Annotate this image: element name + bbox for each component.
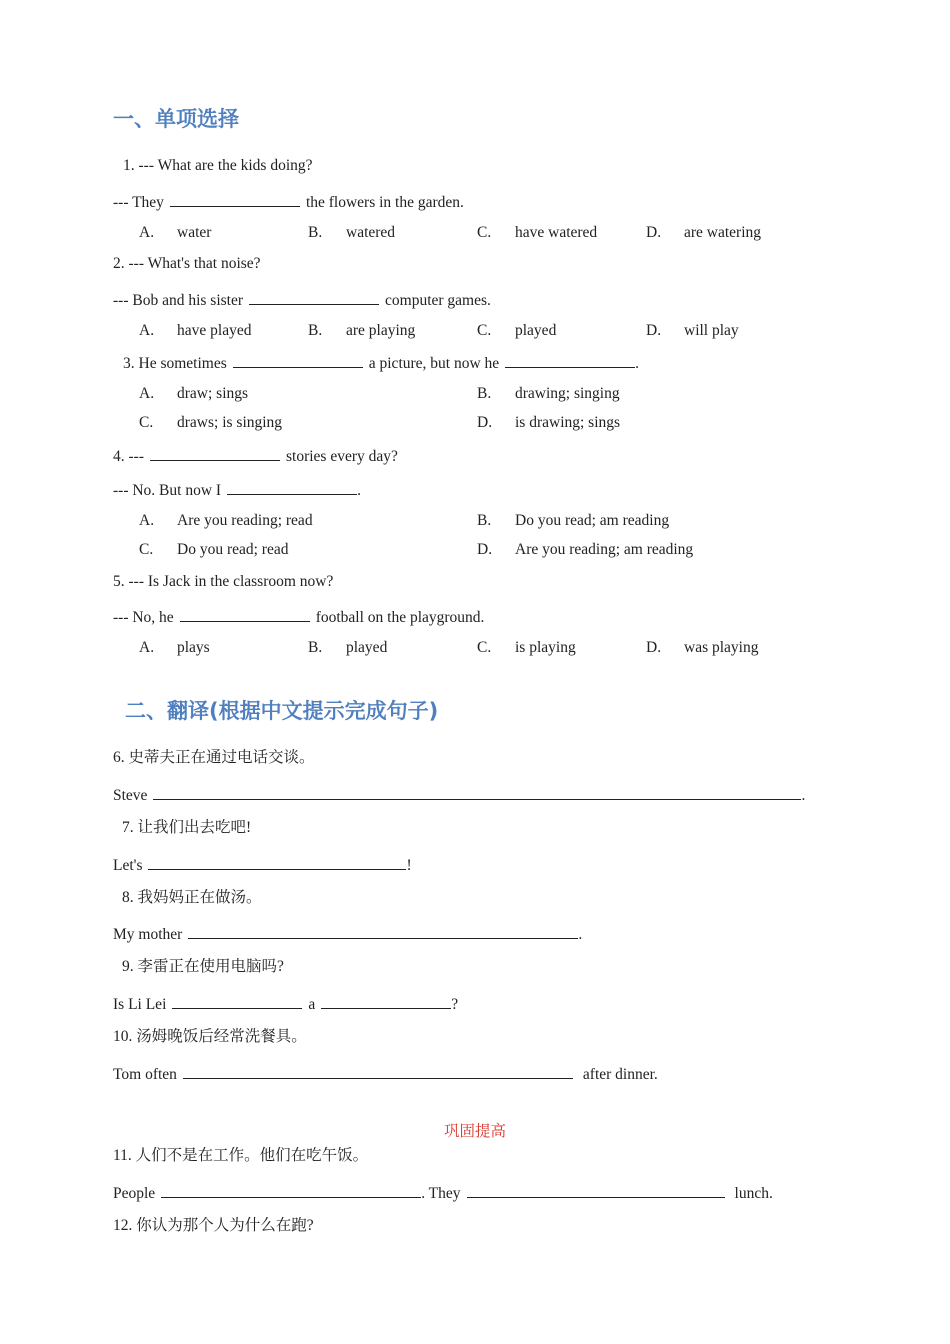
question-2-stem: 2. --- What's that noise?: [113, 255, 261, 272]
q9-text-b: a: [308, 996, 316, 1013]
q3-text-a: 3. He sometimes: [123, 355, 227, 372]
q3-option-c-text[interactable]: draws; is singing: [177, 414, 283, 431]
q5-text-a: --- No, he: [113, 609, 174, 626]
q2-text-b: computer games.: [385, 292, 491, 309]
q4-answer-blank-1[interactable]: [150, 445, 280, 461]
q2-text-a: --- Bob and his sister: [113, 292, 244, 309]
q2-option-b-text[interactable]: are playing: [346, 322, 416, 339]
q8-text-a: My mother: [113, 926, 183, 943]
q9-answer-blank-1[interactable]: [172, 993, 302, 1009]
q2-answer-blank[interactable]: [249, 289, 379, 305]
q3-text-b: a picture, but now he: [368, 355, 500, 372]
q1-option-c-letter[interactable]: C.: [477, 224, 492, 241]
q11-text-a: People: [113, 1185, 156, 1202]
q1-answer-blank[interactable]: [170, 191, 300, 207]
q8-answer-blank[interactable]: [188, 923, 578, 939]
q5-option-a-text[interactable]: plays: [177, 639, 210, 656]
question-3-stem: [123, 352, 639, 374]
q4-text-c: --- No. But now I: [113, 482, 222, 499]
question-2-sentence: [113, 289, 491, 311]
q1-option-b-text[interactable]: watered: [346, 224, 396, 241]
q5-option-c-letter[interactable]: C.: [477, 639, 492, 656]
q11-text-b: . They: [421, 1185, 461, 1202]
q4-option-c-text[interactable]: Do you read; read: [177, 541, 289, 558]
question-11-sentence: [113, 1182, 773, 1204]
q3-option-a-letter[interactable]: A.: [139, 385, 155, 402]
q9-answer-blank-2[interactable]: [321, 993, 451, 1009]
q4-option-b-text[interactable]: Do you read; am reading: [515, 512, 670, 529]
question-6-sentence: [113, 784, 805, 806]
question-5-sentence: [113, 606, 484, 628]
section-heading-single-choice: 一、单项选择: [113, 107, 239, 131]
q1-option-d-text[interactable]: are watering: [684, 224, 762, 241]
q5-option-b-text[interactable]: played: [346, 639, 388, 656]
question-10-prompt: 10. 汤姆晚饭后经常洗餐具。: [113, 1028, 307, 1045]
q11-answer-blank-2[interactable]: [467, 1182, 725, 1198]
q2-option-d-text[interactable]: will play: [684, 322, 739, 339]
q1-option-d-letter[interactable]: D.: [646, 224, 662, 241]
q11-text-c: lunch.: [734, 1185, 773, 1202]
q3-option-b-letter[interactable]: B.: [477, 385, 492, 402]
q3-option-d-text[interactable]: is drawing; sings: [515, 414, 621, 431]
q3-answer-blank-1[interactable]: [233, 352, 363, 368]
section-heading-translation: 二、翻译(根据中文提示完成句子): [125, 699, 439, 723]
q2-option-c-letter[interactable]: C.: [477, 322, 492, 339]
q9-end-punct: ?: [451, 996, 459, 1013]
q5-option-d-letter[interactable]: D.: [646, 639, 662, 656]
q8-end-punct: .: [578, 926, 583, 943]
question-7-prompt: 7. 让我们出去吃吧!: [122, 819, 252, 836]
question-10-sentence: [113, 1063, 658, 1085]
q3-option-a-text[interactable]: draw; sings: [177, 385, 249, 402]
q5-option-d-text[interactable]: was playing: [684, 639, 759, 656]
q5-option-c-text[interactable]: is playing: [515, 639, 576, 656]
q4-option-b-letter[interactable]: B.: [477, 512, 492, 529]
q5-text-b: football on the playground.: [315, 609, 485, 626]
q3-answer-blank-2[interactable]: [505, 352, 635, 368]
question-1-sentence: [113, 191, 464, 213]
q3-option-b-text[interactable]: drawing; singing: [515, 385, 620, 402]
question-6-prompt: 6. 史蒂夫正在通过电话交谈。: [113, 749, 315, 766]
q1-option-a-letter[interactable]: A.: [139, 224, 155, 241]
q2-option-c-text[interactable]: played: [515, 322, 557, 339]
question-7-sentence: [113, 854, 412, 876]
q4-option-d-letter[interactable]: D.: [477, 541, 493, 558]
q6-end-punct: .: [801, 787, 806, 804]
question-5-stem: 5. --- Is Jack in the classroom now?: [113, 573, 334, 590]
q4-text-a: 4. ---: [113, 448, 144, 465]
q10-text-b: after dinner.: [582, 1066, 658, 1083]
q4-answer-blank-2[interactable]: [227, 479, 357, 495]
q5-answer-blank[interactable]: [180, 606, 310, 622]
question-11-prompt: 11. 人们不是在工作。他们在吃午饭。: [113, 1147, 369, 1164]
question-1-stem: 1. --- What are the kids doing?: [123, 157, 313, 174]
q4-option-c-letter[interactable]: C.: [139, 541, 154, 558]
q3-option-c-letter[interactable]: C.: [139, 414, 154, 431]
question-4-sentence: [113, 479, 361, 501]
q5-option-a-letter[interactable]: A.: [139, 639, 155, 656]
q6-text-a: Steve: [113, 787, 148, 804]
q1-text-b: the flowers in the garden.: [305, 194, 464, 211]
q4-option-a-letter[interactable]: A.: [139, 512, 155, 529]
q10-text-a: Tom often: [113, 1066, 177, 1083]
q10-answer-blank[interactable]: [183, 1063, 573, 1079]
q4-text-b: stories every day?: [286, 448, 398, 465]
q2-option-a-letter[interactable]: A.: [139, 322, 155, 339]
q1-option-c-text[interactable]: have watered: [515, 224, 598, 241]
q7-text-a: Let's: [113, 857, 143, 874]
q9-text-a: Is Li Lei: [113, 996, 167, 1013]
q2-option-b-letter[interactable]: B.: [308, 322, 323, 339]
q4-option-a-text[interactable]: Are you reading; read: [177, 512, 313, 529]
q3-text-c: .: [635, 355, 640, 372]
question-12-prompt: 12. 你认为那个人为什么在跑?: [113, 1217, 314, 1234]
q1-option-b-letter[interactable]: B.: [308, 224, 323, 241]
question-8-prompt: 8. 我妈妈正在做汤。: [122, 889, 262, 906]
q6-answer-blank[interactable]: [153, 784, 801, 800]
question-9-prompt: 9. 李雷正在使用电脑吗?: [122, 958, 284, 975]
q4-option-d-text[interactable]: Are you reading; am reading: [515, 541, 694, 558]
q4-text-d: .: [357, 482, 361, 499]
q1-text-a: --- They: [113, 194, 164, 211]
question-9-sentence: [113, 993, 458, 1015]
q11-answer-blank-1[interactable]: [161, 1182, 421, 1198]
section-heading-consolidation: 巩固提高: [443, 1123, 506, 1140]
q7-end-punct: !: [406, 857, 412, 874]
q1-option-a-text[interactable]: water: [177, 224, 212, 241]
q7-answer-blank[interactable]: [148, 854, 406, 870]
question-8-sentence: [113, 923, 582, 945]
q2-option-a-text[interactable]: have played: [177, 322, 252, 339]
q2-option-d-letter[interactable]: D.: [646, 322, 662, 339]
q3-option-d-letter[interactable]: D.: [477, 414, 493, 431]
q5-option-b-letter[interactable]: B.: [308, 639, 323, 656]
question-4-stem: [113, 445, 398, 467]
